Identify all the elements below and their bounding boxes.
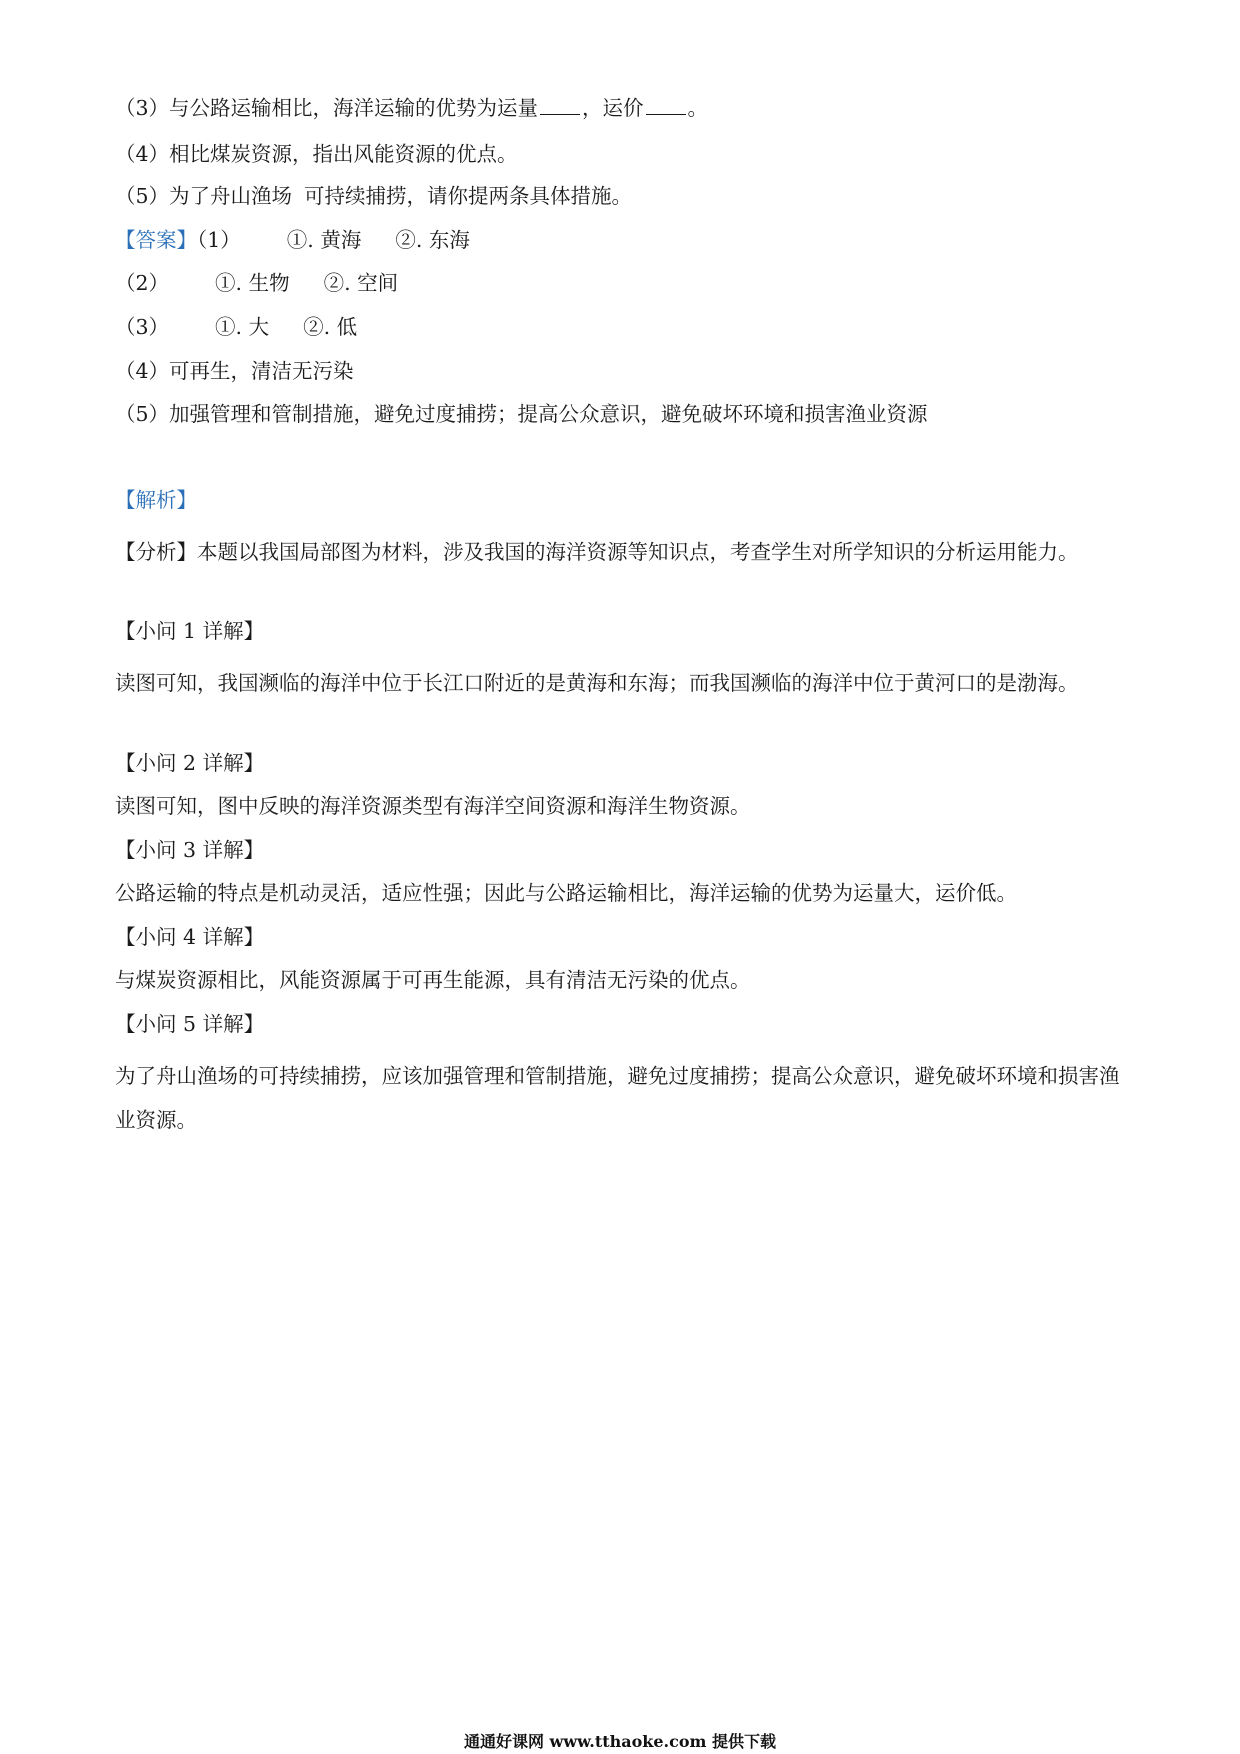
question-3-text-middle: ，运价 bbox=[582, 96, 644, 120]
section-5-heading: 【小问 5 详解】 bbox=[115, 1012, 265, 1036]
question-4: （4）相比煤炭资源，指出风能资源的优点。 bbox=[115, 142, 518, 166]
section-2-heading: 【小问 2 详解】 bbox=[115, 751, 265, 775]
answer-label: 【答案】 bbox=[115, 228, 197, 252]
answer-row-2 bbox=[115, 269, 398, 297]
section-4-text: 与煤炭资源相比，风能资源属于可再生能源，具有清洁无污染的优点。 bbox=[115, 968, 751, 992]
question-3-text-end: 。 bbox=[687, 96, 709, 120]
section-1-text: 读图可知，我国濒临的海洋中位于长江口附近的是黄海和东海；而我国濒临的海洋中位于黄河口的是渤海。 bbox=[115, 671, 1079, 695]
section-5-text: 为了舟山渔场的可持续捕捞，应该加强管理和管制措施，避免过度捕捞；提高公众意识，避免破坏环境和损害渔业资源。 bbox=[115, 1064, 1120, 1132]
section-1-heading: 【小问 1 详解】 bbox=[115, 619, 265, 643]
page-footer: 通通好课网 www.tthaoke.com 提供下载 bbox=[463, 1732, 777, 1751]
answer-blank-1 bbox=[540, 94, 580, 115]
answer-row-num: （2） bbox=[115, 271, 170, 295]
answer-4: （4）可再生，清洁无污染 bbox=[115, 359, 354, 383]
answer-option-b: ②. 空间 bbox=[323, 271, 399, 295]
section-2-text: 读图可知，图中反映的海洋资源类型有海洋空间资源和海洋生物资源。 bbox=[115, 794, 751, 818]
answer-option-a: ①. 黄海 bbox=[286, 228, 362, 252]
section-3-heading: 【小问 3 详解】 bbox=[115, 838, 265, 862]
answer-option-b: ②. 低 bbox=[303, 315, 358, 339]
analysis-label: 【解析】 bbox=[115, 488, 197, 512]
answer-row-3 bbox=[115, 313, 357, 341]
answer-option-a: ①. 大 bbox=[215, 315, 270, 339]
answer-option-b: ②. 东海 bbox=[395, 228, 470, 252]
question-5 bbox=[115, 182, 632, 210]
section-3-text: 公路运输的特点是机动灵活，适应性强；因此与公路运输相比，海洋运输的优势为运量大，运价低。 bbox=[115, 881, 1017, 905]
answer-row-num: （1） bbox=[197, 228, 241, 252]
answer-option-a: ①. 生物 bbox=[215, 271, 290, 295]
answer-blank-2 bbox=[646, 94, 686, 115]
answer-row-1 bbox=[115, 226, 470, 254]
question-5-text-part2: 可持续捕捞，请你提两条具体措施。 bbox=[304, 184, 633, 208]
question-5-text-part1: （5）为了舟山渔场 bbox=[115, 184, 293, 208]
question-3-text-before: （3）与公路运输相比，海洋运输的优势为运量 bbox=[115, 96, 539, 120]
answer-5: （5）加强管理和管制措施，避免过度捕捞；提高公众意识，避免破坏环境和损害渔业资源 bbox=[115, 402, 928, 426]
question-3 bbox=[115, 94, 708, 122]
answer-row-num: （3） bbox=[115, 315, 170, 339]
analysis-intro: 【分析】本题以我国局部图为材料，涉及我国的海洋资源等知识点，考查学生对所学知识的分析运用能力。 bbox=[115, 540, 1079, 564]
section-4-heading: 【小问 4 详解】 bbox=[115, 925, 265, 949]
